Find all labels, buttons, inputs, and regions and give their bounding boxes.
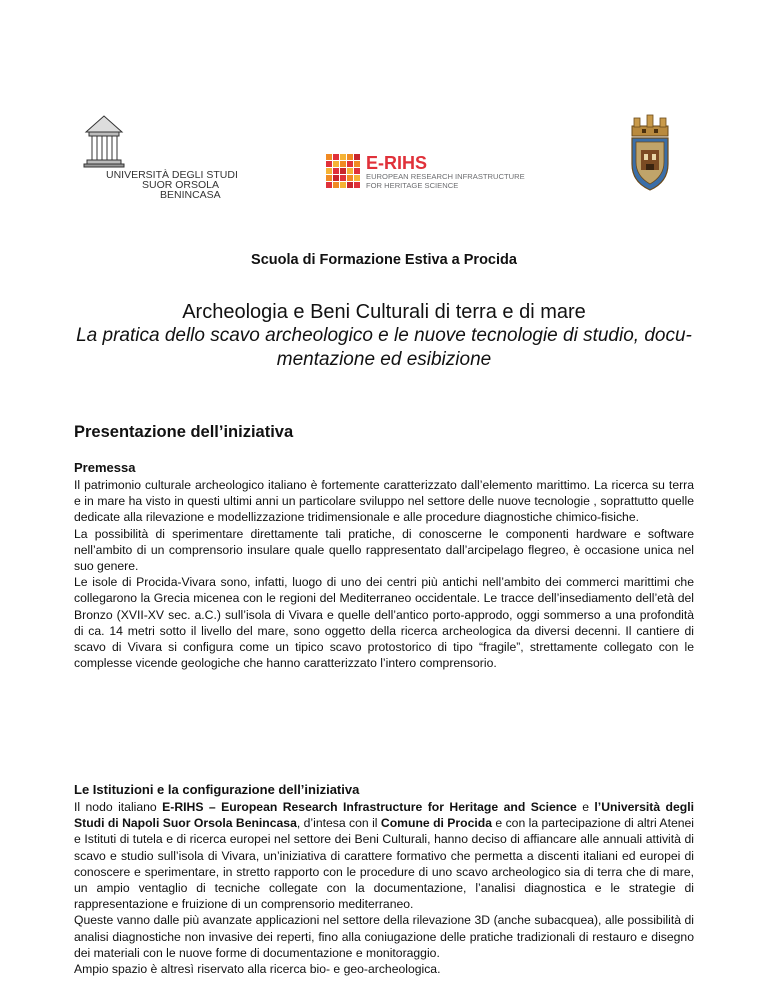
istituzioni-paragraph-1: Il nodo italiano E-RIHS – European Research Infrastructure for Heritage and Science e l’Università degli Studi di Napoli Suor Orsola Benincasa, d’intesa con il Comune di Procida e con la partecipazione di altri Atenei e Istituti di tutela e di ricerca europei nel settore dei Beni Culturali, hanno deciso di affiancare alle annuali attività di scavo e studio sull’isola di Vivara, un’iniziativa di carattere formativo che permetta a discenti italiani ed europei di conoscere e sperimentare, in stretto rapporto con le procedure di uno scavo archeologico sia di terra che di mare, un ampio ventaglio di tecniche collegate con la documentazione, l’analisi diagnostica e le strategie di rappresentazione e fruizione di un comprensorio mediterraneo. bbox=[74, 800, 694, 912]
shield-icon bbox=[632, 138, 668, 190]
page-subtitle bbox=[60, 324, 708, 372]
istituzioni-paragraph-2: Queste vanno dalle più avanzate applicazioni nel settore della rilevazione 3D (anche subacquea), alle possibilità di analisi diagnostiche non invasive dei reperti, fino alla coniugazione delle pratiche tradizionali di restauro e disegno dei materiali con le nuove forme di documentazione e monitoraggio. bbox=[74, 913, 694, 960]
premessa-paragraph-3: Le isole di Procida-Vivara sono, infatti, luogo di uno dei centri più antichi nell’ambito dei commerci marittimi che collegarono la Grecia micenea con le regioni del Mediterraneo occidentale. Le tracce dell’insediamento dell’età del Bronzo (XVII-XV sec. a.C.) sull’isola di Vivara e quelle dell’antico porto-approdo, oggi sommerso a una profondità di ca. 14 metri sotto il livello del mare, sono oggetto della ricerca archeologica da diversi decenni. Il cantiere di scavo di Vivara si configura come un tipico scavo protostorico di tipo “fragile”, strettamente collegato con le complesse vicende geologiche che hanno caratterizzato l’intero comprensorio. bbox=[74, 575, 694, 671]
erihs-name: E-RIHS – European Research Infrastructure for Heritage and Science bbox=[162, 800, 577, 814]
school-name: Scuola di Formazione Estiva a Procida bbox=[251, 252, 517, 268]
premessa-paragraph-2: La possibilità di sperimentare direttamente tali pratiche, di conoscerne le componenti hardware e software nell’ambito di un comprensorio insulare quale quello rappresentato dall’arcipelago flegreo, è occasione unica nel suo genere. bbox=[74, 526, 694, 574]
erihs-logo-name: E-RIHS bbox=[366, 153, 428, 173]
subtitle-line-2: mentazione ed esibizione bbox=[276, 349, 492, 370]
istituzioni-heading: Le Istituzioni e la configurazione dell’iniziativa bbox=[74, 782, 360, 797]
crown-icon bbox=[632, 115, 668, 136]
section-heading: Presentazione dell’iniziativa bbox=[74, 423, 294, 441]
erihs-mosaic-icon bbox=[326, 154, 360, 188]
erihs-logo-tagline2: FOR HERITAGE SCIENCE bbox=[366, 181, 459, 190]
erihs-logo-tagline1: EUROPEAN RESEARCH INFRASTRUCTURE bbox=[366, 172, 525, 181]
page-title: Archeologia e Beni Culturali di terra e di mare bbox=[182, 301, 586, 323]
istituzioni-paragraph-3: Ampio spazio è altresì riservato alla ricerca bio- e geo-archeologica. bbox=[74, 962, 441, 977]
university-logo-line2: SUOR ORSOLA bbox=[142, 179, 220, 191]
university-name: l’Università degli Studi di Napoli Suor Orsola Benincasa bbox=[74, 800, 694, 831]
university-logo-line1: UNIVERSITÀ DEGLI STUDI bbox=[106, 169, 238, 181]
istituzioni-body bbox=[74, 799, 694, 977]
erihs-logo bbox=[326, 152, 554, 190]
university-logo-line3: BENINCASA bbox=[160, 189, 221, 201]
comune-name: Comune di Procida bbox=[380, 816, 493, 831]
premessa-heading: Premessa bbox=[74, 460, 136, 475]
university-logo bbox=[80, 110, 240, 202]
comune-procida-crest bbox=[624, 112, 676, 196]
premessa-body bbox=[74, 477, 694, 671]
premessa-paragraph-1: Il patrimonio culturale archeologico italiano è fortemente caratterizzato dall’elemento marittimo. La ricerca su terra e in mare ha visto in questi ultimi anni un particolare sviluppo nel settore delle nuove tecnologie , soprattutto quelle dedicate alla rilevazione e modellizzazione tridimensionale e alle procedure diagnostiche chimico-fisiche. bbox=[74, 478, 694, 525]
subtitle-line-1: La pratica dello scavo archeologico e le nuove tecnologie di studio, docu- bbox=[76, 325, 692, 346]
